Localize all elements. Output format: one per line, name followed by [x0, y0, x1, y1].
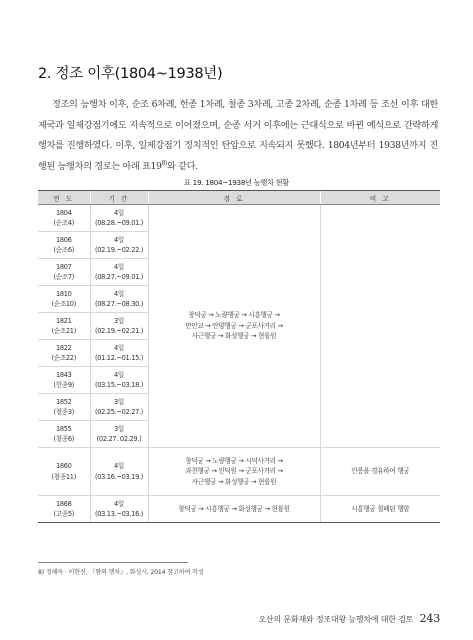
section-title: 2. 정조 이후(1804~1938년): [38, 66, 223, 82]
header-period: 기 간: [90, 191, 148, 205]
header-note: 비 고: [320, 191, 440, 205]
period-cell: 4일 (08.27.~09.01.): [90, 259, 148, 286]
year-cell: 1843 (헌종9): [38, 367, 90, 394]
footnote: 8) 정해득 · 이현진, 『왕의 행차』, 화성시, 2014 참고하여 작성: [38, 569, 204, 576]
procession-table: [38, 190, 440, 523]
period-cell: 3일 (02.25.~02.27.): [90, 394, 148, 421]
route-cell-1868: 창덕궁 → 시흥행궁 → 화성행궁 → 현륭원: [148, 496, 320, 523]
period-cell: 4일 (02.19.~02.22.): [90, 232, 148, 259]
header-year: 연 도: [38, 191, 90, 205]
period-cell: 4일 (08.28.~09.01.): [90, 205, 148, 232]
period-cell: 4일 (01.12.~01.15.): [90, 340, 148, 367]
route-cell-main: 창덕궁 → 노량행궁 → 시흥행궁 → 만안교 → 안양행궁 → 군포사거리 → 사근행궁 → 화성행궁 → 현륭원: [148, 205, 320, 448]
running-footer: [259, 612, 441, 625]
year-cell: 1855 (철종6): [38, 421, 90, 448]
period-cell: 4일 (03.16.~03.19.): [90, 448, 148, 496]
table-row: [38, 448, 440, 496]
body-paragraph: [38, 95, 438, 177]
period-cell: 3일 (02.19.~02.21.): [90, 313, 148, 340]
route-cell-1860: 창덕궁 → 노량행궁 → 시덕사거리 → 과천행궁 → 인덕원 → 군포사거리 → 사근행궁 → 화성행궁 → 현륭원: [148, 448, 320, 496]
year-cell: 1807 (순조7): [38, 259, 90, 286]
year-cell: 1821 (순조21): [38, 313, 90, 340]
table-row: [38, 496, 440, 523]
table-caption: 표 19. 1804~1938년 능행차 현황: [184, 178, 289, 187]
year-cell: 1810 (순조10): [38, 286, 90, 313]
table-header-row: [38, 191, 440, 205]
running-title: 오산의 문화재와 정조대왕 능행차에 대한 검토: [258, 615, 414, 624]
year-cell: 1852 (철종3): [38, 394, 90, 421]
year-cell: 1822 (순조22): [38, 340, 90, 367]
period-cell: 4일 (03.13.~03.16.): [90, 496, 148, 523]
year-cell: 1806 (순조6): [38, 232, 90, 259]
period-cell: 3일 (02.27. 02.29.): [90, 421, 148, 448]
footnote-divider: [38, 562, 188, 563]
year-cell: 1804 (순조4): [38, 205, 90, 232]
header-route: 경 로: [148, 191, 320, 205]
footnote-ref: 8): [161, 159, 168, 167]
page-number: 243: [419, 612, 440, 625]
year-cell: 1860 (철종11): [38, 448, 90, 496]
body-text: 정조의 능행차 이후, 순조 6차례, 헌종 1차례, 철종 3차례, 고종 2차례, 순종 1차례 등 조선 이후 대한제국과 일제강점기에도 지속적으로 이어졌으며, 순종 서거 이후에는 근대식으로 바뀐 예식으로 간략하게 행차를 진행하였다. 이후, 일제강점기 정치적인 탄압으로 지속되지 못했다. 1804년부터 1938년까지 진행된 능행차의 경로는 아래 표19: [38, 99, 438, 172]
period-cell: 4일 (08.27.~08.30.): [90, 286, 148, 313]
note-cell-1868: 시흥행궁 철폐된 행함: [320, 496, 440, 523]
note-cell-empty: [320, 205, 440, 448]
body-text-end: 와 같다.: [167, 160, 198, 172]
year-cell: 1868 (고종5): [38, 496, 90, 523]
note-cell-1860: 인릉을 경유하여 행궁: [320, 448, 440, 496]
table-row: [38, 205, 440, 232]
period-cell: 4일 (03.15.~03.18.): [90, 367, 148, 394]
